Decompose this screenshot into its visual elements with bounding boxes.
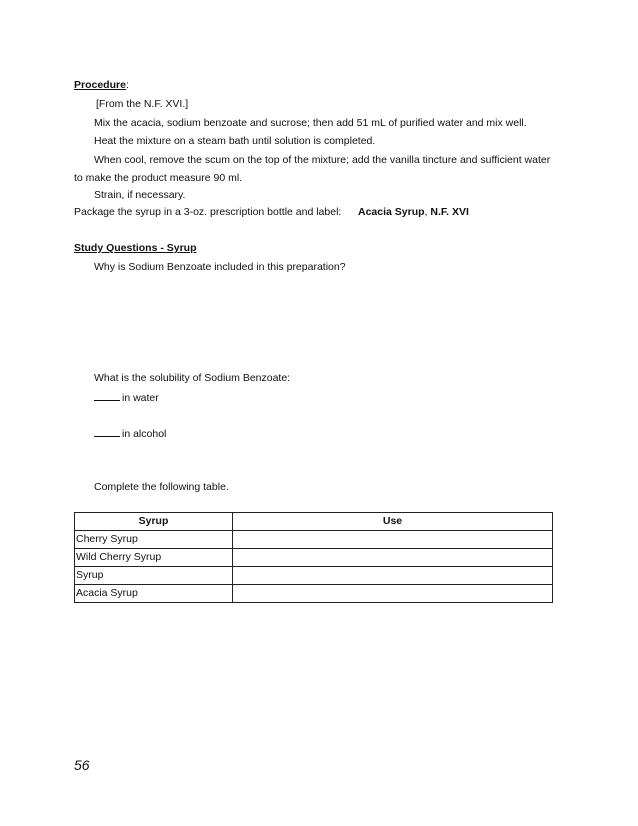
syrup-use-table [74,512,553,603]
procedure-heading: Procedure [74,79,126,91]
table-header-syrup: Syrup [75,513,233,531]
table-header-use: Use [233,513,553,531]
page-number: 56 [74,757,90,773]
procedure-heading-line [74,79,129,91]
procedure-colon: : [125,79,129,91]
product-label [358,206,469,218]
procedure-step-2: Heat the mixture on a steam bath until solution is completed. [94,135,376,147]
table-cell-syrup: Cherry Syrup [75,531,233,549]
table-cell-syrup: Syrup [75,567,233,585]
procedure-step-4: Strain, if necessary. [94,189,186,201]
procedure-step-3: When cool, remove the scum on the top of the mixture; add the vanilla tincture and sufficient water [94,154,551,166]
table-row [75,567,553,585]
table-header-row [75,513,553,531]
table-cell-syrup: Wild Cherry Syrup [75,549,233,567]
table-cell-use[interactable] [233,549,553,567]
product-label-nf: N.F. XVI [430,206,469,218]
table-row [75,585,553,603]
question-1: Why is Sodium Benzoate included in this preparation? [94,261,346,273]
product-label-sep: , [424,206,431,218]
package-instruction: Package the syrup in a 3-oz. prescription bottle and label: [74,206,342,218]
answer-water-label: in water [122,392,159,404]
answer-alcohol [94,426,166,440]
table-row [75,531,553,549]
table-cell-use[interactable] [233,585,553,603]
answer-water [94,390,159,404]
study-questions-heading: Study Questions - Syrup [74,242,197,254]
answer-blank-alcohol[interactable] [94,426,120,437]
table-cell-syrup: Acacia Syrup [75,585,233,603]
question-2: What is the solubility of Sodium Benzoate: [94,372,291,384]
answer-blank-water[interactable] [94,390,120,401]
table-cell-use[interactable] [233,531,553,549]
table-cell-use[interactable] [233,567,553,585]
procedure-step-3-cont: to make the product measure 90 ml. [74,172,243,184]
procedure-source: [From the N.F. XVI.] [96,98,189,110]
procedure-step-1: Mix the acacia, sodium benzoate and sucrose; then add 51 mL of purified water and mix well. [94,117,527,129]
answer-alcohol-label: in alcohol [122,428,167,440]
question-3: Complete the following table. [94,481,229,493]
table-row [75,549,553,567]
product-label-name: Acacia Syrup [358,206,425,218]
